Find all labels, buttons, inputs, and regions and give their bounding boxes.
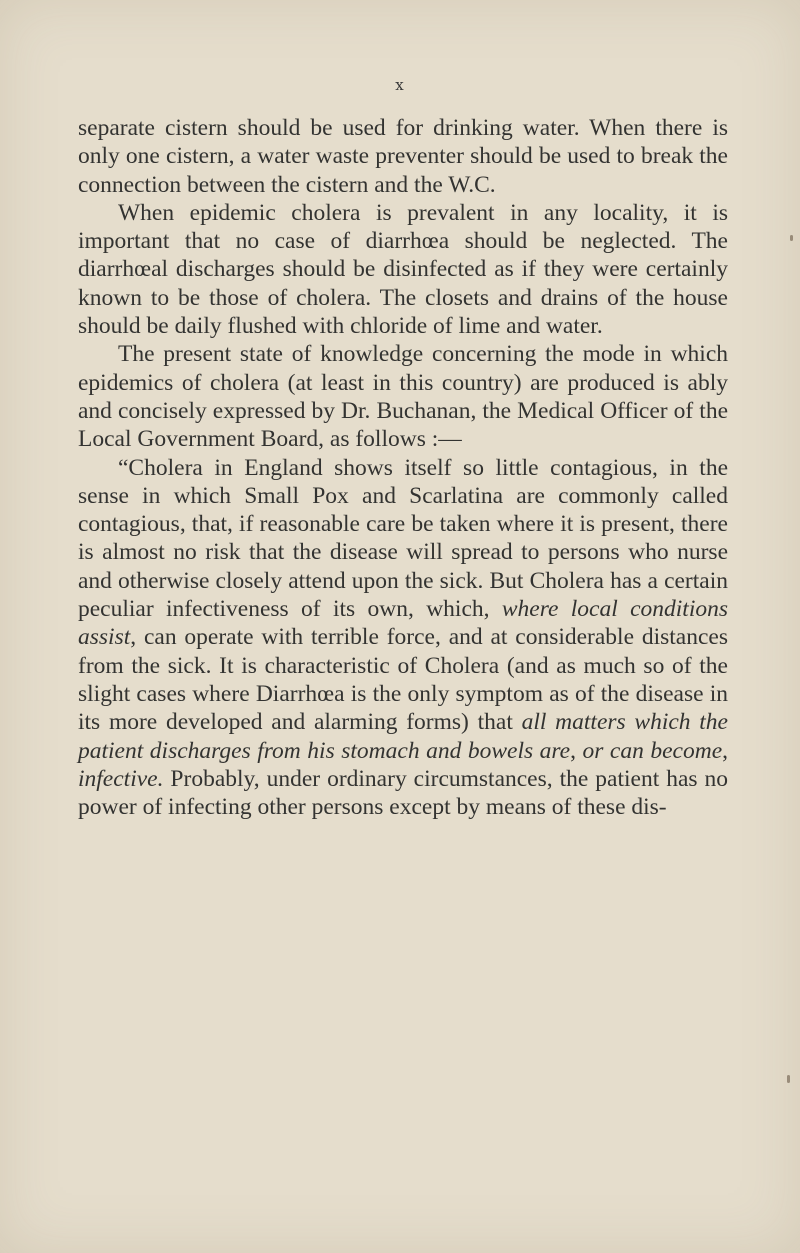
paper-stain	[790, 235, 793, 241]
text-segment: “Cholera in England shows itself so little contagious, in the sense in which Small Pox and Scarlatina are commonly called contagious, that, if reasonable care be taken where it is present, there is almost no risk that the disease will spread to persons who nurse and otherwise closely attend upon the sick. But Cholera has a certain peculiar infectiveness of its own, which,	[78, 454, 728, 623]
text-segment: ,	[722, 737, 729, 764]
italic-text: where local conditions assist	[78, 596, 728, 651]
paper-stain	[787, 1075, 790, 1083]
italic-text: or can become	[582, 737, 723, 764]
paragraph	[78, 340, 728, 453]
text-segment: ,	[570, 737, 583, 764]
body-text	[78, 114, 728, 821]
italic-text: infective.	[78, 765, 164, 792]
text-segment: The present state of knowledge concerning the mode in which epidemics of cholera (at least in this country) are produced is ably and concisely expressed by Dr. Buchanan, the Medical Officer of the Local Government Board, as follows :—	[78, 341, 728, 453]
italic-text: all matters which the patient discharges from his stomach and bowels are	[78, 709, 728, 764]
text-segment: When epidemic cholera is prevalent in any locality, it is important that no case of diarrhœa should be neglected. The diarrhœal discharges should be disinfected as if they were certainly known to be those of cholera. The closets and drains of the house should be daily flushed with chloride of lime and water.	[78, 199, 728, 340]
text-segment: separate cistern should be used for drinking water. When there is only one cistern, a water waste preventer should be used to break the connection between the cistern and the W.C.	[78, 115, 728, 198]
paragraph	[78, 114, 728, 199]
paragraph	[78, 199, 728, 340]
text-segment: Probably, under ordinary circumstances, the patient has no power of infecting other persons except by means of these dis-	[78, 765, 728, 821]
page-number: x	[395, 76, 405, 94]
paragraph	[78, 454, 728, 822]
text-segment: , can operate with terrible force, and at considerable distances from the sick. It is characteristic of Cholera (and as much so of the slight cases where Diarrhœa is the only symptom as of the disease in its more developed and alarming forms) that	[78, 624, 728, 736]
